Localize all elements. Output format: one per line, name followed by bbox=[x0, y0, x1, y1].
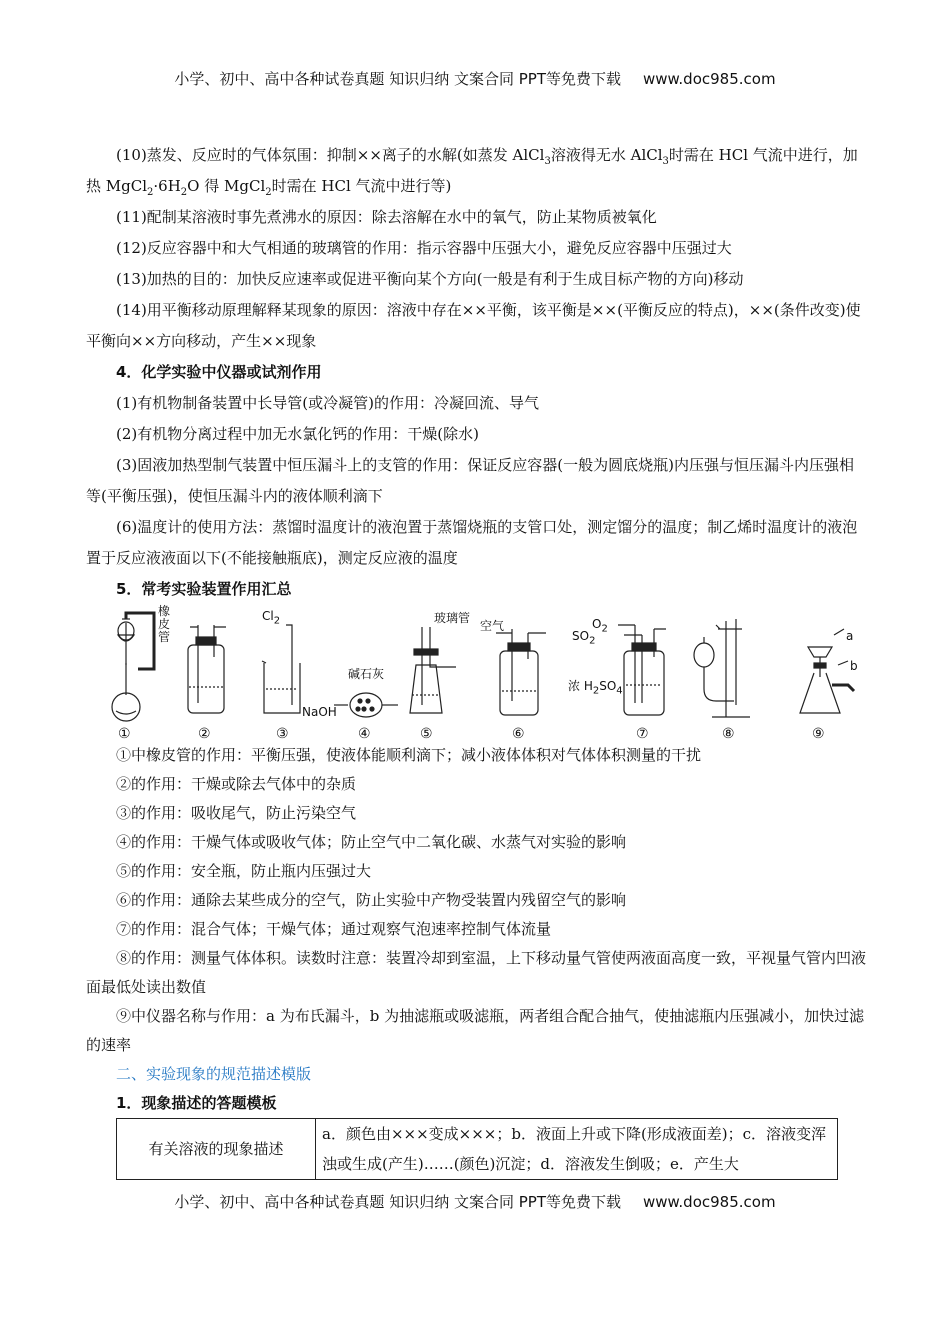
page-header bbox=[0, 68, 950, 89]
section-4-heading: 4．化学实验中仪器或试剂作用 bbox=[116, 363, 322, 381]
apparatus-8 bbox=[694, 619, 750, 717]
apparatus-number: ③ bbox=[276, 726, 289, 742]
function-5: ⑤的作用：安全瓶，防止瓶内压强过大 bbox=[116, 862, 372, 880]
apparatus-6 bbox=[496, 629, 546, 715]
footer-url[interactable]: www.doc985.com bbox=[642, 1193, 776, 1211]
apparatus-number: ⑤ bbox=[420, 726, 433, 742]
apparatus-number: ① bbox=[118, 726, 131, 742]
cl2-label: $Cl_2$ bbox=[262, 609, 281, 627]
air-label: 空气 bbox=[480, 619, 505, 633]
apparatus-4 bbox=[334, 693, 398, 717]
apparatus-3 bbox=[262, 625, 300, 713]
function-8: ⑧的作用：测量气体体积。读数时注意：装置冷却到室温，上下移动量气管使两液面高度一致，平视量气管内凹液面最低处读出数值 bbox=[86, 949, 867, 996]
apparatus-number: ⑨ bbox=[812, 726, 825, 742]
function-6: ⑥的作用：通除去某些成分的空气，防止实验中产物受装置内残留空气的影响 bbox=[116, 891, 627, 909]
template-heading: 1．现象描述的答题模板 bbox=[116, 1094, 277, 1112]
apparatus-number: ② bbox=[198, 726, 211, 742]
h2so4-label: 浓 $H_2SO_4$ bbox=[568, 679, 623, 697]
o2-label: $O_2$ bbox=[592, 617, 608, 635]
header-url[interactable]: www.doc985.com bbox=[642, 70, 776, 88]
section-5-heading: 5．常考实验装置作用汇总 bbox=[116, 580, 292, 598]
so2-label: $SO_2$ bbox=[572, 629, 596, 647]
document-body bbox=[86, 140, 866, 1180]
label-a: a bbox=[846, 629, 854, 643]
function-4: ④的作用：干燥气体或吸收气体；防止空气中二氧化碳、水蒸气对实验的影响 bbox=[116, 833, 627, 851]
template-table bbox=[116, 1118, 838, 1180]
apparatus-figure bbox=[86, 605, 866, 741]
section-4-item-1: (1)有机物制备装置中长导管(或冷凝管)的作用：冷凝回流、导气 bbox=[116, 394, 539, 412]
apparatus-number: ⑧ bbox=[722, 726, 735, 742]
table-cell-content: a．颜色由×××变成×××；b．液面上升或下降(形成液面差)；c．溶液变浑浊或生成(产生)……(颜色)沉淀；d．溶液发生倒吸；e．产生大 bbox=[316, 1119, 838, 1180]
table-row bbox=[117, 1119, 838, 1180]
page-footer bbox=[0, 1191, 950, 1212]
section-2-heading: 二、实验现象的规范描述模版 bbox=[116, 1065, 312, 1083]
table-cell-label: 有关溶液的现象描述 bbox=[117, 1119, 316, 1180]
naoh-label: NaOH bbox=[302, 705, 337, 719]
item-11: (11)配制某溶液时事先煮沸水的原因：除去溶解在水中的氧气，防止某物质被氧化 bbox=[116, 208, 657, 226]
function-2: ②的作用：干燥或除去气体中的杂质 bbox=[116, 775, 357, 793]
soda-lime-label: 碱石灰 bbox=[348, 667, 385, 681]
header-text: 小学、初中、高中各种试卷真题 知识归纳 文案合同 PPT等免费下载 bbox=[174, 70, 621, 88]
section-4-item-6: (6)温度计的使用方法：蒸馏时温度计的液泡置于蒸馏烧瓶的支管口处，测定馏分的温度；制乙烯时温度计的液泡置于反应液液面以下(不能接触瓶底)，测定反应液的温度 bbox=[86, 518, 858, 567]
section-4-item-3: (3)固液加热型制气装置中恒压漏斗上的支管的作用：保证反应容器(一般为圆底烧瓶)内压强与恒压漏斗内压强相等(平衡压强)，使恒压漏斗内的液体顺利滴下 bbox=[86, 456, 854, 505]
apparatus-number: ⑥ bbox=[512, 726, 525, 742]
item-10: (10)蒸发、反应时的气体氛围：抑制××离子的水解(如蒸发 AlCl$_3$溶液得无水 AlCl$_3$时需在 HCl 气流中进行，加热 $MgCl_2\cdot 6H_2O$ 得 MgCl$_2$时需在 HCl 气流中进行等) bbox=[86, 146, 858, 198]
function-7: ⑦的作用：混合气体；干燥气体；通过观察气泡速率控制气体流量 bbox=[116, 920, 552, 938]
item-12: (12)反应容器中和大气相通的玻璃管的作用：指示容器中压强大小，避免反应容器中压强过大 bbox=[116, 239, 732, 257]
glass-tube-label: 玻璃管 bbox=[434, 611, 471, 625]
section-4-item-2: (2)有机物分离过程中加无水氯化钙的作用：干燥(除水) bbox=[116, 425, 479, 443]
apparatus-7 bbox=[618, 625, 666, 715]
apparatus-number: ④ bbox=[358, 726, 371, 742]
function-3: ③的作用：吸收尾气，防止污染空气 bbox=[116, 804, 357, 822]
apparatus-number: ⑦ bbox=[636, 726, 649, 742]
footer-text: 小学、初中、高中各种试卷真题 知识归纳 文案合同 PPT等免费下载 bbox=[174, 1193, 621, 1211]
item-14: (14)用平衡移动原理解释某现象的原因：溶液中存在××平衡，该平衡是××(平衡反应的特点)，××(条件改变)使平衡向××方向移动，产生××现象 bbox=[86, 301, 861, 350]
apparatus-1 bbox=[112, 613, 154, 721]
function-9: ⑨中仪器名称与作用：a 为布氏漏斗，b 为抽滤瓶或吸滤瓶，两者组合配合抽气，使抽滤瓶内压强减小，加快过滤的速率 bbox=[86, 1007, 865, 1054]
apparatus-5 bbox=[410, 627, 456, 713]
label-b: b bbox=[850, 659, 858, 673]
rubber-tube-label: 橡 皮 管 bbox=[158, 604, 171, 644]
function-1: ①中橡皮管的作用：平衡压强，使液体能顺利滴下；减小液体体积对气体体积测量的干扰 bbox=[116, 746, 702, 764]
apparatus-2 bbox=[188, 625, 226, 713]
item-13: (13)加热的目的：加快反应速率或促进平衡向某个方向(一般是有利于生成目标产物的方向)移动 bbox=[116, 270, 744, 288]
